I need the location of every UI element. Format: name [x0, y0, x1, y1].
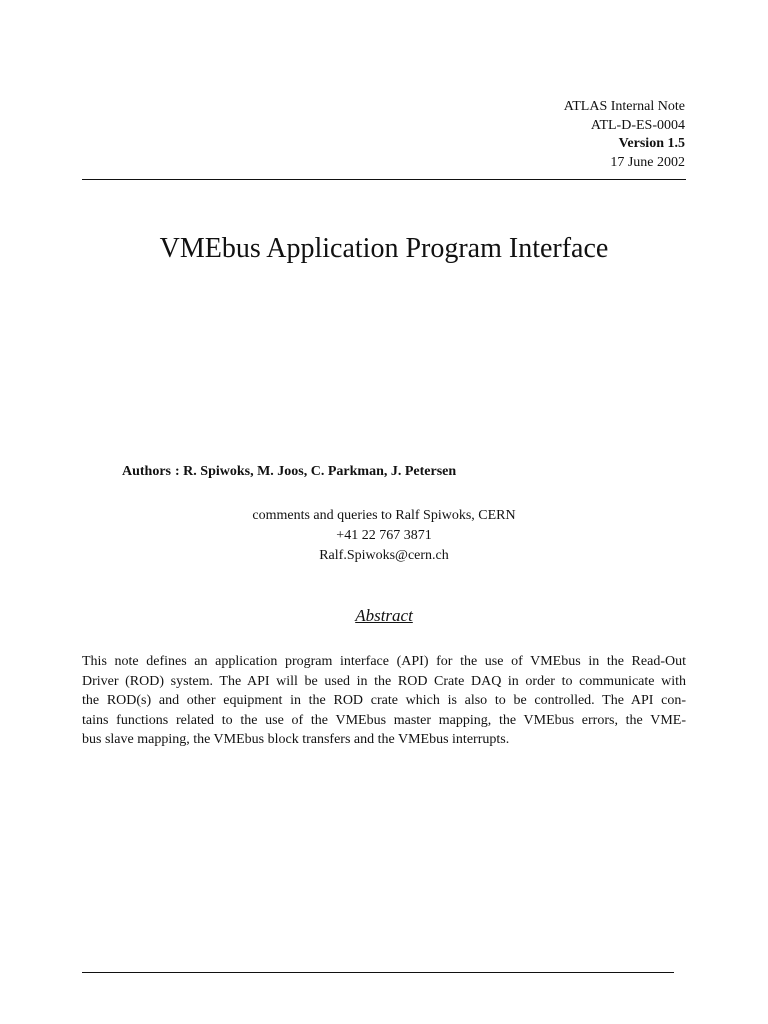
document-version: Version 1.5 [618, 136, 685, 151]
authors-names: : R. Spiwoks, M. Joos, C. Parkman, J. Petersen [175, 464, 457, 479]
document-id: ATL-D-ES-0004 [590, 117, 685, 133]
document-date: 17 June 2002 [610, 154, 685, 170]
authors-line [122, 464, 456, 480]
note-type: ATLAS Internal Note [563, 99, 685, 114]
abstract-line: Driver (ROD) system. The API will be used in the ROD Crate DAQ in order to communicate with [82, 673, 686, 689]
authors-label: Authors [122, 464, 172, 479]
abstract-heading: Abstract [355, 606, 413, 625]
abstract-paragraph [82, 652, 686, 750]
abstract-line: bus slave mapping, the VMEbus block transfers and the VMEbus interrupts. [82, 732, 510, 747]
bottom-divider [82, 972, 674, 973]
top-divider [82, 179, 686, 180]
contact-line: comments and queries to Ralf Spiwoks, CERN [252, 508, 516, 523]
contact-block [0, 506, 768, 566]
abstract-line: This note defines an application program interface (API) for the use of VMEbus in the Read-Out [82, 654, 686, 669]
contact-phone: +41 22 767 3871 [336, 528, 432, 543]
abstract-line: the ROD(s) and other equipment in the ROD crate which is also to be controlled. The API con- [82, 693, 686, 708]
contact-email: Ralf.Spiwoks@cern.ch [319, 548, 449, 563]
document-title: VMEbus Application Program Interface [159, 233, 609, 264]
document-header [564, 98, 685, 172]
abstract-line: tains functions related to the use of the VMEbus master mapping, the VMEbus errors, the VME- [82, 712, 686, 728]
